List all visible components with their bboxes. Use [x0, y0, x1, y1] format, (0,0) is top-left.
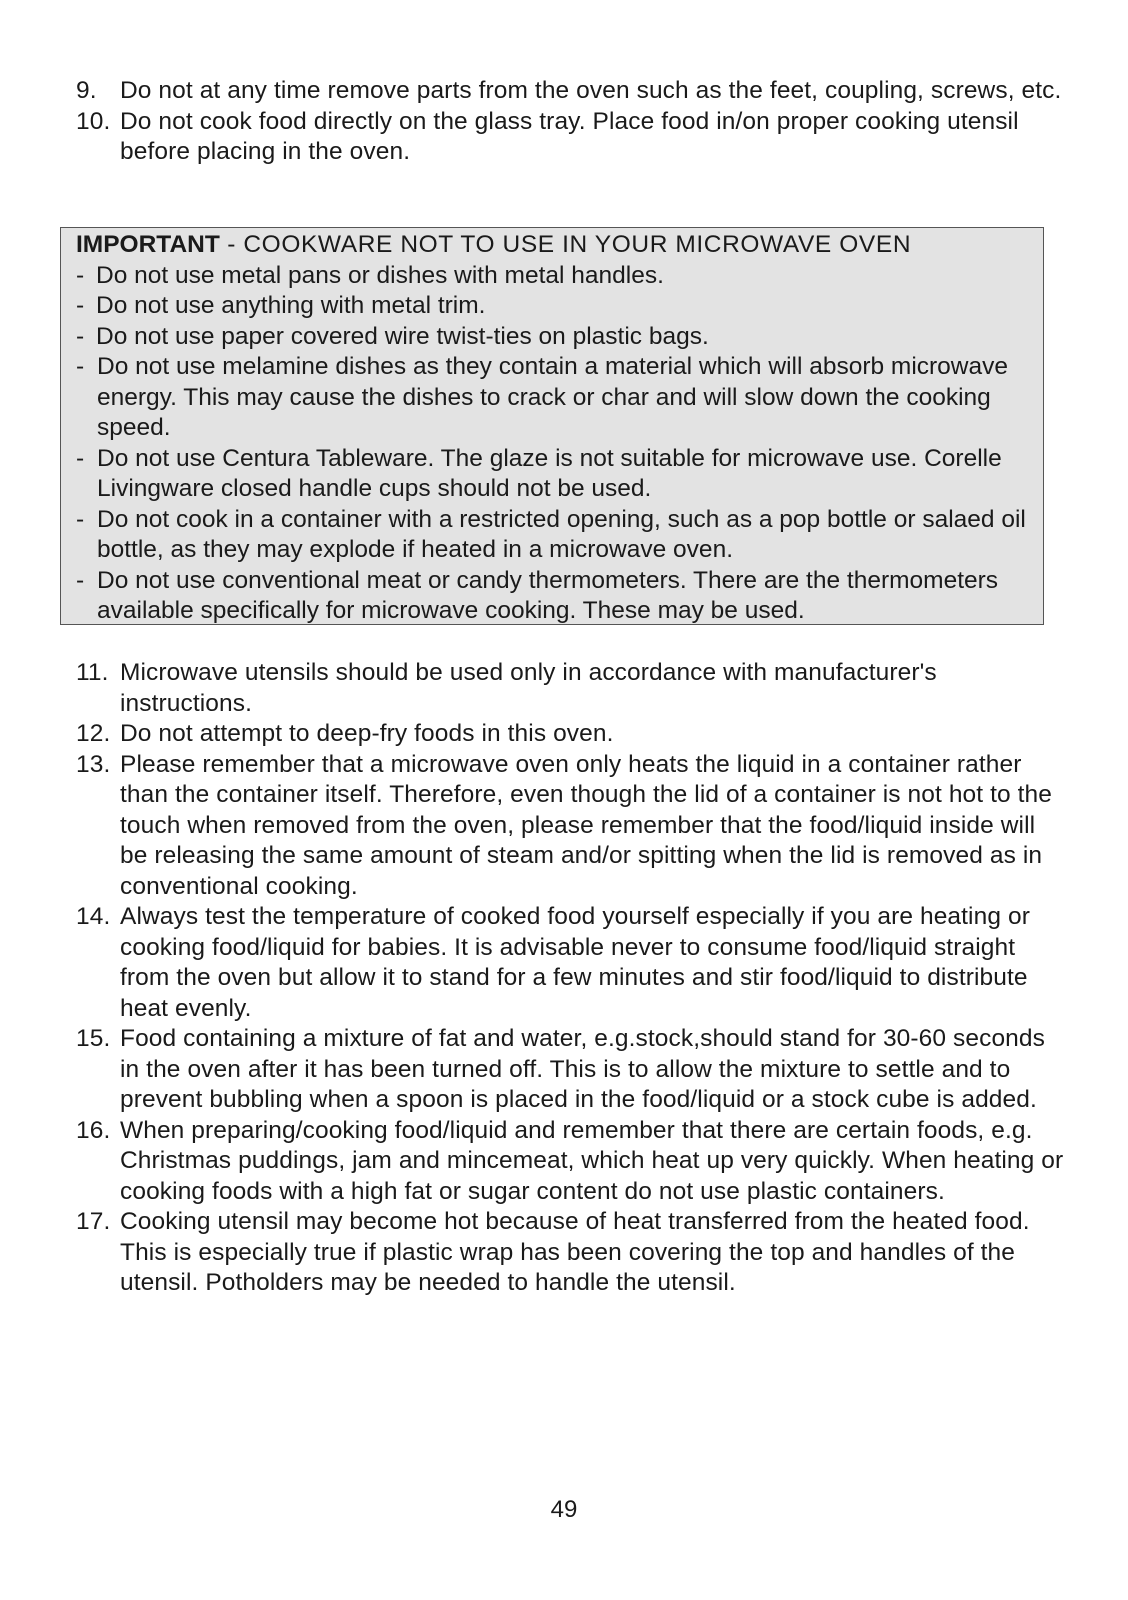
item-number: 17. [76, 1208, 111, 1235]
item-number: 11. [76, 659, 109, 686]
bullet-item [76, 505, 1043, 566]
bullet-item [76, 352, 1043, 444]
item-text: Always test the temperature of cooked food yourself especially if you are heating or cooking food/liquid for babies. It is advisable never to consume food/liquid straight from the oven but allow it to stand for a few minutes and stir food/liquid to distribute heat evenly. [120, 903, 1030, 1022]
item-number: 14. [76, 903, 111, 930]
bullet-dash: - [76, 353, 85, 380]
item-text: Do not cook food directly on the glass tray. Place food in/on proper cooking utensil before placing in the oven. [120, 107, 1019, 165]
item-text: Do not at any time remove parts from the oven such as the feet, coupling, screws, etc. [120, 77, 1062, 104]
page-number: 49 [550, 1496, 578, 1523]
bullet-item [76, 322, 1043, 353]
item-number: 15. [76, 1025, 111, 1052]
bullet-text: Do not cook in a container with a restricted opening, such as a pop bottle or salaed oil bottle, as they may explode if heated in a microwave oven. [97, 505, 1026, 563]
bullet-text: Do not use melamine dishes as they contain a material which will absorb microwave energy. This may cause the dishes to crack or char and will slow down the cooking speed. [97, 353, 1008, 441]
bullet-item [76, 566, 1043, 627]
list-item-9 [76, 76, 1066, 107]
bullet-dash: - [76, 566, 85, 594]
list-item-17 [76, 1207, 1066, 1299]
safety-list-top [76, 76, 1066, 168]
bullet-text: Do not use anything with metal trim. [96, 292, 486, 319]
bullet-item [76, 261, 1043, 292]
bullet-text: Do not use Centura Tableware. The glaze is not suitable for microwave use. Corelle Livingware closed handle cups should not be used. [97, 444, 1002, 502]
important-cookware-box [60, 227, 1044, 625]
list-item-12 [76, 719, 1066, 750]
safety-list-bottom [76, 658, 1066, 1299]
bullet-item [76, 444, 1043, 505]
important-heading [76, 230, 1043, 261]
item-text: Microwave utensils should be used only in accordance with manufacturer's instructions. [120, 659, 937, 717]
bullet-dash: - [76, 292, 85, 319]
important-label: IMPORTANT [76, 231, 220, 258]
list-item-16 [76, 1116, 1066, 1208]
item-number: 16. [76, 1116, 111, 1144]
bullet-dash: - [76, 322, 85, 350]
item-number: 10. [76, 107, 111, 135]
item-text: Cooking utensil may become hot because of heat transferred from the heated food. This is especially true if plastic wrap has been covering the top and handles of the utensil. Potholders may be needed to handle the utensil. [120, 1208, 1030, 1296]
item-number: 12. [76, 720, 111, 747]
item-text: When preparing/cooking food/liquid and remember that there are certain foods, e.g. Christmas puddings, jam and mincemeat, which heat up very quickly. When heating or cooking foods with a high fat or sugar content do not use plastic containers. [120, 1116, 1064, 1205]
bullet-item [76, 291, 1043, 322]
bullet-dash: - [76, 505, 85, 533]
bullet-dash: - [76, 444, 85, 472]
item-text: Food containing a mixture of fat and water, e.g.stock,should stand for 30-60 seconds in the oven after it has been turned off. This is to allow the mixture to settle and to prevent bubbling when a spoon is placed in the food/liquid or a stock cube is added. [120, 1025, 1045, 1113]
list-item-13 [76, 750, 1066, 903]
item-number: 13. [76, 750, 111, 778]
list-item-15 [76, 1024, 1066, 1116]
cookware-bullet-list [76, 261, 1043, 627]
item-text: Please remember that a microwave oven only heats the liquid in a container rather than the container itself. Therefore, even though the lid of a container is not hot to the touch when removed from the oven, please remember that the food/liquid inside will be releasing the same amount of steam and/or spitting when the lid is removed as in conventional cooking. [120, 750, 1052, 900]
list-item-14 [76, 902, 1066, 1024]
bullet-dash: - [76, 261, 85, 289]
item-number: 9. [76, 77, 97, 104]
bullet-text: Do not use conventional meat or candy thermometers. There are the thermometers available specifically for microwave cooking. These may be used. [97, 566, 999, 624]
list-item-11 [76, 658, 1066, 719]
item-text: Do not attempt to deep-fry foods in this oven. [120, 720, 614, 747]
bullet-text: Do not use paper covered wire twist-ties on plastic bags. [96, 322, 709, 350]
bullet-text: Do not use metal pans or dishes with metal handles. [96, 261, 664, 289]
list-item-10 [76, 107, 1066, 168]
important-heading-text: - COOKWARE NOT TO USE IN YOUR MICROWAVE OVEN [219, 231, 912, 258]
